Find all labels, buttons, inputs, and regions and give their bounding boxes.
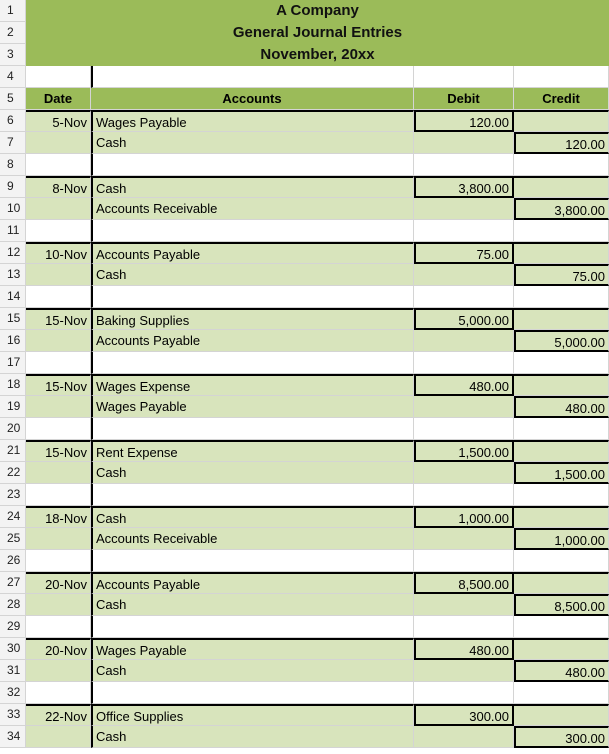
cell[interactable] (414, 352, 514, 374)
sheet-row (0, 682, 609, 704)
sheet-row (0, 242, 609, 264)
account-cell[interactable]: Wages Expense (91, 374, 414, 396)
debit-cell[interactable]: 480.00 (414, 374, 514, 396)
cell[interactable] (414, 616, 514, 638)
cell[interactable] (26, 484, 91, 506)
date-cell[interactable]: 15-Nov (26, 308, 91, 330)
debit-cell[interactable] (414, 726, 514, 748)
credit-cell[interactable]: 8,500.00 (514, 594, 609, 616)
account-cell[interactable]: Wages Payable (91, 110, 414, 132)
date-cell[interactable] (26, 726, 91, 748)
account-cell[interactable]: Cash (91, 462, 414, 484)
date-cell[interactable] (26, 528, 91, 550)
cell[interactable] (514, 682, 609, 704)
sheet-row (0, 638, 609, 660)
account-cell[interactable]: Rent Expense (91, 440, 414, 462)
date-cell[interactable]: 8-Nov (26, 176, 91, 198)
debit-cell[interactable] (414, 264, 514, 286)
row-header[interactable]: 33 (0, 704, 26, 726)
date-cell[interactable] (26, 660, 91, 682)
cell[interactable] (91, 154, 414, 176)
cell[interactable] (414, 154, 514, 176)
date-cell[interactable] (26, 198, 91, 220)
row-header[interactable]: 32 (0, 682, 26, 704)
cell[interactable] (514, 418, 609, 440)
header-date[interactable]: Date (26, 88, 91, 110)
debit-cell[interactable] (414, 198, 514, 220)
debit-cell[interactable] (414, 396, 514, 418)
cell[interactable] (26, 220, 91, 242)
credit-cell[interactable] (514, 638, 609, 660)
row-header[interactable]: 8 (0, 154, 26, 176)
row-header[interactable]: 25 (0, 528, 26, 550)
account-cell[interactable]: Cash (91, 176, 414, 198)
row-header[interactable]: 16 (0, 330, 26, 352)
credit-cell[interactable] (514, 440, 609, 462)
credit-cell[interactable]: 120.00 (514, 132, 609, 154)
account-cell[interactable]: Cash (91, 726, 414, 748)
date-cell[interactable]: 22-Nov (26, 704, 91, 726)
row-header[interactable]: 12 (0, 242, 26, 264)
row-header[interactable]: 18 (0, 374, 26, 396)
credit-cell[interactable] (514, 242, 609, 264)
row-header[interactable]: 5 (0, 88, 26, 110)
sheet-row (0, 220, 609, 242)
account-cell[interactable]: Cash (91, 660, 414, 682)
sheet-row (0, 176, 609, 198)
account-cell[interactable]: Accounts Receivable (91, 528, 414, 550)
cell[interactable] (91, 66, 414, 88)
debit-cell[interactable]: 3,800.00 (414, 176, 514, 198)
cell[interactable] (26, 154, 91, 176)
credit-cell[interactable]: 75.00 (514, 264, 609, 286)
cell[interactable] (91, 220, 414, 242)
sheet-row (0, 528, 609, 550)
title-line2: General Journal Entries (232, 24, 403, 41)
credit-cell[interactable] (514, 176, 609, 198)
sheet-row (0, 0, 609, 22)
credit-cell[interactable] (514, 374, 609, 396)
account-cell[interactable]: Cash (91, 264, 414, 286)
row-header[interactable]: 26 (0, 550, 26, 572)
row-header[interactable]: 4 (0, 66, 26, 88)
row-header[interactable]: 24 (0, 506, 26, 528)
cell[interactable] (414, 418, 514, 440)
sheet-row (0, 132, 609, 154)
date-cell[interactable]: 5-Nov (26, 110, 91, 132)
sheet-row (0, 154, 609, 176)
row-header[interactable]: 30 (0, 638, 26, 660)
debit-cell[interactable]: 1,000.00 (414, 506, 514, 528)
row-header[interactable]: 3 (0, 44, 26, 66)
sheet-row (0, 22, 609, 44)
row-header[interactable]: 29 (0, 616, 26, 638)
cell[interactable] (414, 66, 514, 88)
date-cell[interactable]: 20-Nov (26, 572, 91, 594)
cell[interactable] (26, 418, 91, 440)
row-header[interactable]: 2 (0, 22, 26, 44)
row-header[interactable]: 34 (0, 726, 26, 748)
row-header[interactable]: 28 (0, 594, 26, 616)
sheet-row (0, 550, 609, 572)
row-header[interactable]: 22 (0, 462, 26, 484)
debit-cell[interactable]: 5,000.00 (414, 308, 514, 330)
sheet-row (0, 352, 609, 374)
debit-cell[interactable] (414, 660, 514, 682)
cell[interactable] (414, 682, 514, 704)
credit-cell[interactable]: 300.00 (514, 726, 609, 748)
cell[interactable] (26, 616, 91, 638)
credit-cell[interactable]: 480.00 (514, 660, 609, 682)
credit-cell[interactable] (514, 704, 609, 726)
date-cell[interactable]: 10-Nov (26, 242, 91, 264)
row-header[interactable]: 9 (0, 176, 26, 198)
row-header[interactable]: 7 (0, 132, 26, 154)
sheet-row (0, 198, 609, 220)
cell[interactable] (91, 352, 414, 374)
cell[interactable] (91, 418, 414, 440)
cell[interactable] (414, 484, 514, 506)
sheet-row (0, 308, 609, 330)
sheet-row (0, 660, 609, 682)
account-cell[interactable]: Office Supplies (91, 704, 414, 726)
debit-cell[interactable]: 1,500.00 (414, 440, 514, 462)
row-header[interactable]: 6 (0, 110, 26, 132)
debit-cell[interactable]: 300.00 (414, 704, 514, 726)
sheet-row (0, 440, 609, 462)
cell[interactable] (26, 352, 91, 374)
credit-cell[interactable]: 1,000.00 (514, 528, 609, 550)
cell[interactable] (91, 682, 414, 704)
debit-cell[interactable]: 8,500.00 (414, 572, 514, 594)
date-cell[interactable] (26, 462, 91, 484)
sheet-row (0, 506, 609, 528)
sheet-row (0, 330, 609, 352)
row-header[interactable]: 21 (0, 440, 26, 462)
row-header[interactable]: 23 (0, 484, 26, 506)
cell[interactable] (91, 286, 414, 308)
row-header[interactable]: 15 (0, 308, 26, 330)
account-cell[interactable]: Accounts Payable (91, 242, 414, 264)
header-debit[interactable]: Debit (414, 88, 514, 110)
account-cell[interactable]: Cash (91, 594, 414, 616)
date-cell[interactable]: 15-Nov (26, 374, 91, 396)
date-cell[interactable]: 18-Nov (26, 506, 91, 528)
credit-cell[interactable]: 3,800.00 (514, 198, 609, 220)
row-header[interactable]: 20 (0, 418, 26, 440)
credit-cell[interactable] (514, 506, 609, 528)
date-cell[interactable] (26, 132, 91, 154)
header-credit[interactable]: Credit (514, 88, 609, 110)
account-cell[interactable]: Wages Payable (91, 638, 414, 660)
cell[interactable] (414, 286, 514, 308)
date-cell[interactable] (26, 594, 91, 616)
debit-cell[interactable] (414, 330, 514, 352)
cell[interactable] (514, 550, 609, 572)
cell[interactable] (91, 616, 414, 638)
cell[interactable] (414, 550, 514, 572)
row-header[interactable]: 1 (0, 0, 26, 22)
cell[interactable] (91, 484, 414, 506)
sheet-row (0, 704, 609, 726)
date-cell[interactable] (26, 396, 91, 418)
date-cell[interactable] (26, 330, 91, 352)
date-cell[interactable]: 15-Nov (26, 440, 91, 462)
row-header[interactable]: 19 (0, 396, 26, 418)
credit-cell[interactable] (514, 308, 609, 330)
sheet-row (0, 44, 609, 66)
cell[interactable] (514, 484, 609, 506)
account-cell[interactable]: Baking Supplies (91, 308, 414, 330)
sheet-row (0, 572, 609, 594)
row-header[interactable]: 11 (0, 220, 26, 242)
cell[interactable] (514, 154, 609, 176)
debit-cell[interactable] (414, 528, 514, 550)
sheet-row (0, 418, 609, 440)
sheet-row (0, 484, 609, 506)
sheet-row (0, 264, 609, 286)
debit-cell[interactable] (414, 132, 514, 154)
cell[interactable] (414, 220, 514, 242)
debit-cell[interactable] (414, 462, 514, 484)
title-line3: November, 20xx (260, 46, 375, 63)
sheet-row (0, 462, 609, 484)
account-cell[interactable]: Accounts Receivable (91, 198, 414, 220)
cell[interactable] (514, 220, 609, 242)
cell[interactable] (91, 550, 414, 572)
debit-cell[interactable] (414, 594, 514, 616)
sheet-row (0, 88, 609, 110)
credit-cell[interactable]: 480.00 (514, 396, 609, 418)
cell[interactable] (514, 66, 609, 88)
cell[interactable] (26, 682, 91, 704)
debit-cell[interactable]: 120.00 (414, 110, 514, 132)
sheet-row (0, 66, 609, 88)
cell[interactable] (26, 66, 91, 88)
debit-cell[interactable]: 480.00 (414, 638, 514, 660)
cell[interactable] (26, 286, 91, 308)
cell[interactable] (514, 616, 609, 638)
credit-cell[interactable] (514, 572, 609, 594)
cell[interactable] (514, 286, 609, 308)
row-header[interactable]: 27 (0, 572, 26, 594)
account-cell[interactable]: Cash (91, 506, 414, 528)
sheet-row (0, 726, 609, 748)
sheet-row (0, 594, 609, 616)
credit-cell[interactable] (514, 110, 609, 132)
row-header[interactable]: 10 (0, 198, 26, 220)
sheet-row (0, 396, 609, 418)
account-cell[interactable]: Wages Payable (91, 396, 414, 418)
debit-cell[interactable]: 75.00 (414, 242, 514, 264)
cell[interactable] (514, 352, 609, 374)
sheet-row (0, 286, 609, 308)
account-cell[interactable]: Accounts Payable (91, 572, 414, 594)
row-header[interactable]: 31 (0, 660, 26, 682)
sheet-row (0, 110, 609, 132)
cell[interactable] (26, 550, 91, 572)
title-line1: A Company (276, 2, 359, 19)
date-cell[interactable]: 20-Nov (26, 638, 91, 660)
credit-cell[interactable]: 5,000.00 (514, 330, 609, 352)
row-header[interactable]: 13 (0, 264, 26, 286)
sheet-row (0, 616, 609, 638)
header-accounts[interactable]: Accounts (91, 88, 414, 110)
row-header[interactable]: 17 (0, 352, 26, 374)
sheet-row (0, 374, 609, 396)
account-cell[interactable]: Accounts Payable (91, 330, 414, 352)
credit-cell[interactable]: 1,500.00 (514, 462, 609, 484)
account-cell[interactable]: Cash (91, 132, 414, 154)
date-cell[interactable] (26, 264, 91, 286)
row-header[interactable]: 14 (0, 286, 26, 308)
